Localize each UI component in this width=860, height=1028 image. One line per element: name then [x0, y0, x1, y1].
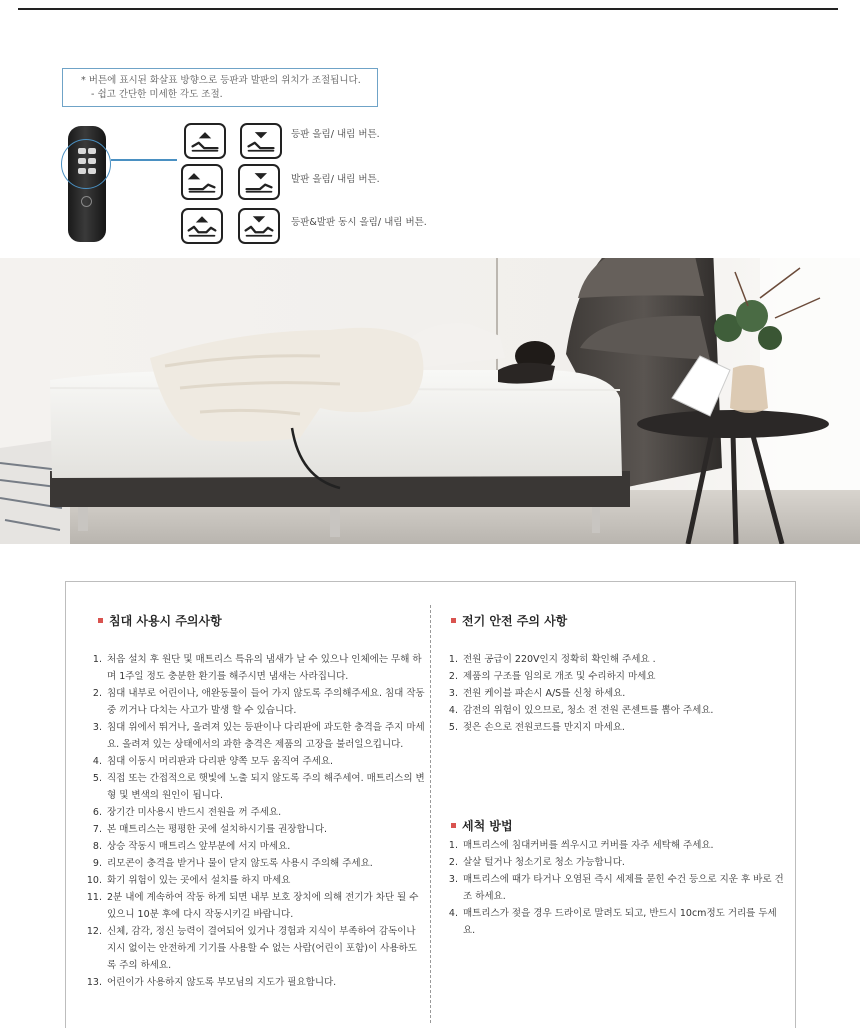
list-item: [86, 889, 426, 923]
list-item-number: 1.: [448, 840, 458, 851]
title-bullet-icon: [451, 618, 456, 623]
list-item: [442, 702, 782, 719]
remote-callout-line: [111, 159, 177, 161]
list-item-number: 8.: [92, 841, 102, 852]
list-item-text: 제품의 구조를 임의로 개조 및 수리하지 마세요: [463, 671, 656, 682]
list-item-number: 3.: [448, 688, 458, 699]
usage-note-subline: - 쉽고 간단한 미세한 각도 조절.: [91, 89, 223, 100]
list-item-text: 감전의 위험이 있으므로, 청소 전 전원 콘센트를 뽑아 주세요.: [463, 705, 714, 716]
usage-note-line: * 버튼에 표시된 화살표 방향으로 등판과 발판의 위치가 조절됩니다.: [81, 75, 361, 86]
list-item: [442, 719, 782, 736]
list-item: [86, 804, 426, 821]
list-item-number: 2.: [448, 857, 458, 868]
list-item-text: 장기간 미사용시 반드시 전원을 꺼 주세요.: [107, 807, 282, 818]
both-down-key-icon: [238, 208, 280, 244]
list-item-text: 리모콘이 충격을 받거나 물이 닫지 않도록 사용시 주의해 주세요.: [107, 858, 373, 869]
list-item-number: 9.: [92, 858, 102, 869]
list-item-text: 살살 털거나 청소기로 청소 가능합니다.: [463, 857, 625, 868]
electric-safety-title: [451, 612, 567, 629]
list-item: [442, 668, 782, 685]
title-bullet-icon: [98, 618, 103, 623]
list-item-number: 4.: [448, 908, 458, 919]
list-item-text: 상승 작동시 매트리스 앞부분에 서지 마세요.: [107, 841, 291, 852]
list-item-number: 3.: [448, 874, 458, 885]
list-item: [86, 872, 426, 889]
list-item-number: 1.: [92, 654, 102, 665]
list-item: [86, 974, 426, 991]
list-item-number: 5.: [448, 722, 458, 733]
list-item-text: 젖은 손으로 전원코드를 만지지 마세요.: [463, 722, 625, 733]
usage-note-box: [62, 68, 378, 107]
list-item-text: 전원 공급이 220V인지 정확히 확인해 주세요 .: [463, 654, 656, 665]
list-item-text: 침대 내부로 어린이나, 애완동물이 들어 가지 않도록 주의해주세요. 침대 작동 중 끼거나 다치는 사고가 발생 할 수 있습니다.: [107, 688, 425, 716]
remote-callout-circle: [61, 139, 111, 189]
list-item-number: 4.: [448, 705, 458, 716]
list-item-text: 침대 위에서 뛰거나, 올려져 있는 등판이나 다리판에 과도한 충격을 주지 마세요. 올려져 있는 상태에서의 과한 충격은 제품의 고장을 불러일으킵니다.: [107, 722, 425, 750]
list-item-text: 화기 위험이 있는 곳에서 설치를 하지 마세요: [107, 875, 291, 886]
list-item: [86, 855, 426, 872]
list-item: [442, 837, 787, 854]
footrest-key-label: 발판 올림/ 내림 버튼.: [291, 174, 380, 185]
footrest-down-key-icon: [238, 164, 280, 200]
list-item-number: 1.: [448, 654, 458, 665]
bed-product-photo: [0, 258, 860, 544]
list-item-number: 12.: [86, 926, 102, 937]
footrest-up-key-icon: [181, 164, 223, 200]
cleaning-list: [442, 837, 787, 939]
cleaning-title: [451, 817, 513, 834]
cleaning-title-text: 세척 방법: [462, 819, 513, 833]
list-item: [442, 871, 787, 905]
list-item-text: 매트리스가 젖을 경우 드라이로 말려도 되고, 반드시 10cm정도 거리를 두세요.: [463, 908, 777, 936]
list-item-number: 2.: [448, 671, 458, 682]
list-item: [86, 651, 426, 685]
list-item-text: 전원 케이블 파손시 A/S를 신청 하세요.: [463, 688, 626, 699]
list-item: [86, 770, 426, 804]
list-item-text: 어린이가 사용하지 않도록 부모님의 지도가 필요합니다.: [107, 977, 337, 988]
list-item: [86, 753, 426, 770]
list-item-number: 6.: [92, 807, 102, 818]
list-item: [442, 685, 782, 702]
list-item-text: 침대 이동시 머리판과 다리판 양쪽 모두 움직여 주세요.: [107, 756, 334, 767]
list-item-number: 4.: [92, 756, 102, 767]
list-item-number: 7.: [92, 824, 102, 835]
column-divider: [430, 605, 431, 1023]
list-item: [86, 719, 426, 753]
electric-safety-title-text: 전기 안전 주의 사항: [462, 614, 568, 628]
backrest-key-label: 등판 올림/ 내림 버튼.: [291, 129, 380, 140]
list-item: [442, 651, 782, 668]
list-item-number: 11.: [86, 892, 102, 903]
list-item-text: 본 매트리스는 평평한 곳에 설치하시기를 권장합니다.: [107, 824, 328, 835]
both-key-label: 등판&발판 동시 올림/ 내림 버튼.: [291, 217, 427, 228]
list-item: [442, 854, 787, 871]
list-item-text: 매트리스에 침대커버를 씌우시고 커버를 자주 세탁해 주세요.: [463, 840, 714, 851]
list-item-number: 2.: [92, 688, 102, 699]
list-item-text: 처음 설치 후 원단 및 매트리스 특유의 냄새가 날 수 있으나 인체에는 무해 하며 1주일 정도 충분한 환기를 해주시면 냄새는 사라집니다.: [107, 654, 422, 682]
list-item: [86, 923, 426, 974]
list-item-number: 3.: [92, 722, 102, 733]
top-divider: [18, 8, 838, 10]
backrest-down-key-icon: [240, 123, 282, 159]
bed-caution-title: [98, 612, 222, 629]
electric-safety-list: [442, 651, 782, 736]
list-item-text: 2분 내에 계속하여 작동 하게 되면 내부 보호 장치에 의해 전기가 차단 될 수 있으니 10분 후에 다시 작동시키길 바랍니다.: [107, 892, 419, 920]
list-item-text: 신체, 감각, 정신 능력이 결여되어 있거나 경험과 지식이 부족하여 감독이나 지시 없이는 안전하게 기기를 사용할 수 없는 사람(어린이 포함)이 사용하도록 주의 하세요.: [107, 926, 417, 971]
list-item: [86, 821, 426, 838]
list-item-text: 매트리스에 때가 타거나 오염된 즉시 세제를 묻힌 수건 등으로 지운 후 바로 건조 하세요.: [463, 874, 784, 902]
list-item: [442, 905, 787, 939]
list-item-number: 13.: [86, 977, 102, 988]
list-item: [86, 838, 426, 855]
list-item-number: 5.: [92, 773, 102, 784]
bed-caution-list: [86, 651, 426, 991]
backrest-up-key-icon: [184, 123, 226, 159]
list-item: [86, 685, 426, 719]
list-item-number: 10.: [86, 875, 102, 886]
both-up-key-icon: [181, 208, 223, 244]
title-bullet-icon: [451, 823, 456, 828]
list-item-text: 직접 또는 간접적으로 햇빛에 노출 되지 않도록 주의 해주세여. 매트리스의 변형 및 변색의 원인이 됩니다.: [107, 773, 425, 801]
bed-caution-title-text: 침대 사용시 주의사항: [109, 614, 222, 628]
